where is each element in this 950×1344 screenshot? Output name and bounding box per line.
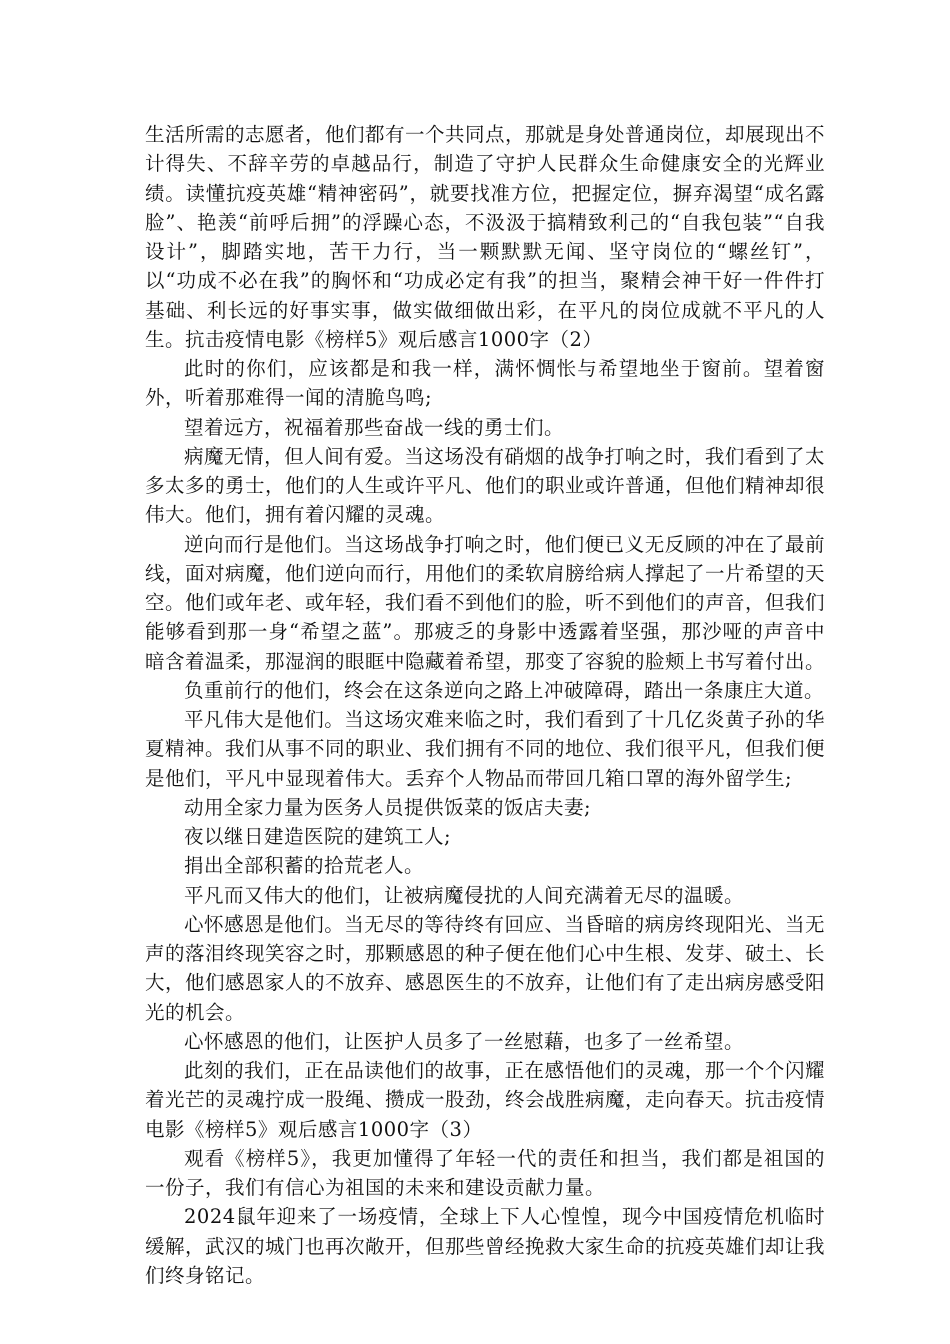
paragraph-8: 动用全家力量为医务人员提供饭菜的饭店夫妻; <box>184 795 592 819</box>
paragraph-13: 心怀感恩的他们，让医护人员多了一丝慰藉，也多了一丝希望。 <box>184 1029 745 1053</box>
paragraph-2: 此时的你们，应该都是和我一样，满怀惆怅与希望地坐于窗前。望着窗外，听着那难得一闻的清脆鸟鸣; <box>145 357 825 410</box>
document-body <box>145 120 825 1290</box>
paragraph-4: 病魔无情，但人间有爱。当这场没有硝烟的战争打响之时，我们看到了太多太多的勇士，他们的人生或许平凡、他们的职业或许普通，但他们精神却很伟大。他们，拥有着闪耀的灵魂。 <box>145 444 826 527</box>
paragraph-11: 平凡而又伟大的他们，让被病魔侵扰的人间充满着无尽的温暖。 <box>184 883 745 907</box>
paragraph-14: 此刻的我们，正在品读他们的故事，正在感悟他们的灵魂，那一个个闪耀着光芒的灵魂拧成一股绳、攒成一股劲，终会战胜病魔，走向春天。抗击疫情电影《榜样5》观后感言1000字（3） <box>145 1059 826 1141</box>
paragraph-6: 负重前行的他们，终会在这条逆向之路上冲破障碍，踏出一条康庄大道。 <box>184 678 825 702</box>
paragraph-9: 夜以继日建造医院的建筑工人; <box>184 825 452 848</box>
paragraph-10: 捐出全部积蓄的拾荒老人。 <box>184 854 425 878</box>
paragraph-16: 2024鼠年迎来了一场疫情，全球上下人心惶惶，现今中国疫情危机临时缓解，武汉的城门也再次敞开，但那些曾经挽救大家生命的抗疫英雄们却让我们终身铭记。 <box>145 1205 826 1287</box>
paragraph-7: 平凡伟大是他们。当这场灾难来临之时，我们看到了十几亿炎黄子孙的华夏精神。我们从事不同的职业、我们拥有不同的地位、我们很平凡，但我们便是他们，平凡中显现着伟大。丢弃个人物品而带回几箱口罩的海外留学生; <box>145 708 826 790</box>
paragraph-3: 望着远方，祝福着那些奋战一线的勇士们。 <box>184 415 565 439</box>
paragraph-15: 观看《榜样5》，我更加懂得了年轻一代的责任和担当，我们都是祖国的一份子，我们有信心为祖国的未来和建设贡献力量。 <box>145 1146 825 1199</box>
paragraph-12: 心怀感恩是他们。当无尽的等待终有回应、当昏暗的病房终现阳光、当无声的落泪终现笑容之时，那颗感恩的种子便在他们心中生根、发芽、破土、长大，他们感恩家人的不放弃、感恩医生的不放弃，让他们有了走出病房感受阳光的机会。 <box>145 912 826 1024</box>
paragraph-5: 逆向而行是他们。当这场战争打响之时，他们便已义无反顾的冲在了最前线，面对病魔，他们逆向而行，用他们的柔软肩膀给病人撑起了一片希望的天空。他们或年老、或年轻，我们看不到他们的脸，听不到他们的声音，但我们能够看到那一身“希望之蓝”。那疲乏的身影中透露着坚强，那沙哑的声音中暗含着温柔，那湿润的眼眶中隐藏着希望，那变了容貌的脸颊上书写着付出。 <box>145 532 826 673</box>
paragraph-1: 生活所需的志愿者，他们都有一个共同点，那就是身处普通岗位，却展现出不计得失、不辞辛劳的卓越品行，制造了守护人民群众生命健康安全的光辉业绩。读懂抗疫英雄“精神密码”，就要找准方位，把握定位，摒弃渴望“成名露脸”、艳羡“前呼后拥”的浮躁心态，不汲汲于搞精致利己的“自我包装”“自我设计”，脚踏实地，苦干力行，当一颗默默无闻、坚守岗位的“螺丝钉”，以“功成不必在我”的胸怀和“功成必定有我”的担当，聚精会神干好一件件打基础、利长远的好事实事，做实做细做出彩，在平凡的岗位成就不平凡的人生。抗击疫情电影《榜样5》观后感言1000字（2） <box>145 123 826 351</box>
